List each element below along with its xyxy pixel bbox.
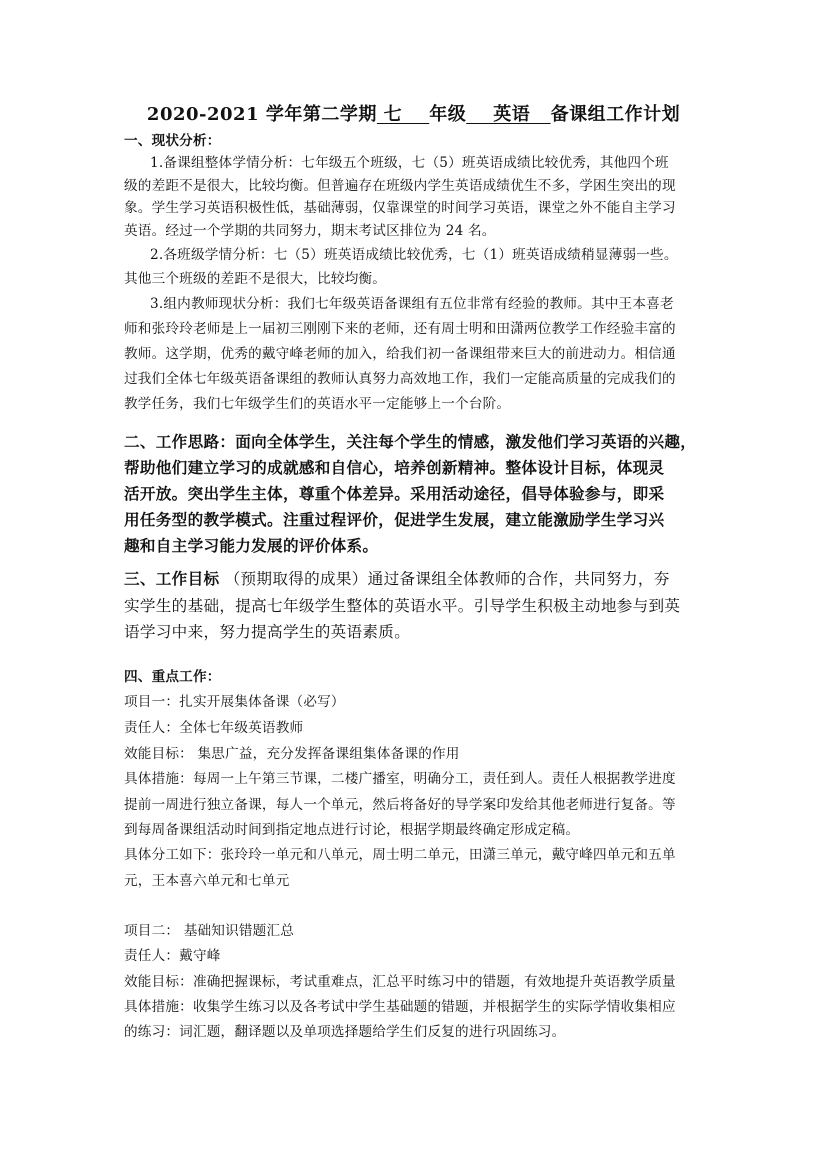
section2-line: 二、工作思路：面向全体学生，关注每个学生的情感，激发他们学习英语的兴趣， (124, 432, 697, 451)
paragraph-line: 过我们全体七年级英语备课组的教师认真努力高效地工作，我们一定能高质量的完成我们的 (124, 371, 676, 387)
section2-line: 用任务型的教学模式。注重过程评价，促进学生发展，建立能激励学生学习兴 (124, 510, 665, 529)
section3-line-text: （预期取得的成果）通过备课组全体教师的合作，共同努力，夯 (219, 570, 670, 588)
section3-line: 语学习中来，努力提高学生的英语素质。 (124, 623, 411, 641)
paragraph-line: 其他三个班级的差距不是很大，比较均衡。 (124, 271, 387, 287)
project2-line: 效能目标：准确把握课标，考试重难点，汇总平时练习中的错题，有效地提升英语教学质量 (124, 974, 676, 990)
project1-line: 具体分工如下：张玲玲一单元和八单元，周士明二单元，田潇三单元，戴守峰四单元和五单 (124, 847, 676, 863)
section4-heading: 四、重点工作： (124, 669, 221, 685)
section2-line: 趣和自主学习能力发展的评价体系。 (124, 536, 379, 555)
title-suffix: 备课组工作计划 (550, 104, 681, 125)
project2-line: 项目二： 基础知识错题汇总 (124, 923, 295, 939)
paragraph-line: 级的差距不是很大，比较均衡。但普遍存在班级内学生英语成绩优生不多，学困生突出的现 (124, 178, 676, 194)
paragraph-line: 英语。经过一个学期的共同努力，期末考试区排位为 24 名。 (124, 223, 496, 239)
title-subject: 英语 (466, 104, 551, 125)
section3-line: 实学生的基础，提高七年级学生整体的英语水平。引导学生积极主动地参与到英 (124, 597, 681, 615)
section2-line: 帮助他们建立学习的成就感和自信心，培养创新精神。整体设计目标，体现灵 (124, 458, 665, 477)
paragraph-line: 教学任务，我们七年级学生们的英语水平一定能够上一个台阶。 (124, 396, 511, 412)
title-grade-suffix: 年级 (429, 104, 467, 125)
section1-heading: 一、现状分析： (124, 133, 221, 149)
project1-line: 到每周备课组活动时间到指定地点进行讨论，根据学期最终确定形成定稿。 (124, 822, 580, 838)
paragraph-line: 象。学生学习英语积极性低，基础薄弱，仅靠课堂的时间学习英语，课堂之外不能自主学习 (124, 200, 676, 216)
project1-line: 元，王本喜六单元和七单元 (124, 873, 290, 889)
project1-line: 效能目标： 集思广益，充分发挥备课组集体备课的作用 (124, 746, 460, 762)
project1-line: 项目一：扎实开展集体备课（必写） (124, 694, 345, 710)
paragraph-line: 3.组内教师现状分析：我们七年级英语备课组有五位非常有经验的教师。其中王本喜老 (150, 296, 674, 312)
project1-line: 具体措施：每周一上午第三节课，二楼广播室，明确分工，责任到人。责任人根据教学进度 (124, 771, 676, 787)
project1-line: 提前一周进行独立备课，每人一个单元，然后将备好的导学案印发给其他老师进行复备。等 (124, 797, 676, 813)
page-title (0, 100, 827, 126)
paragraph-line: 1.备课组整体学情分析：七年级五个班级，七（5）班英语成绩比较优秀，其他四个班 (150, 155, 669, 171)
section3-heading: 三、工作目标 (124, 569, 220, 588)
project1-line: 责任人：全体七年级英语教师 (124, 720, 304, 736)
title-grade: 七 (376, 104, 430, 125)
project2-line: 责任人：戴守峰 (124, 948, 221, 964)
paragraph-line: 教师。这学期，优秀的戴守峰老师的加入，给我们初一备课组带来巨大的前进动力。相信通 (124, 346, 676, 362)
title-prefix: 2020-2021 学年第二学期 (146, 104, 377, 125)
paragraph-line: 师和张玲玲老师是上一届初三刚刚下来的老师，还有周士明和田潇两位教学工作经验丰富的 (124, 321, 676, 337)
section2-line: 活开放。突出学生主体，尊重个体差异。采用活动途径，倡导体验参与，即采 (124, 484, 665, 503)
paragraph-line: 2.各班级学情分析：七（5）班英语成绩比较优秀，七（1）班英语成绩稍显薄弱一些。 (150, 247, 678, 263)
section3-line (124, 567, 670, 589)
project2-line: 具体措施：收集学生练习以及各考试中学生基础题的错题，并根据学生的实际学情收集相应 (124, 999, 676, 1015)
project2-line: 的练习：词汇题，翻译题以及单项选择题给学生们反复的进行巩固练习。 (124, 1024, 566, 1040)
